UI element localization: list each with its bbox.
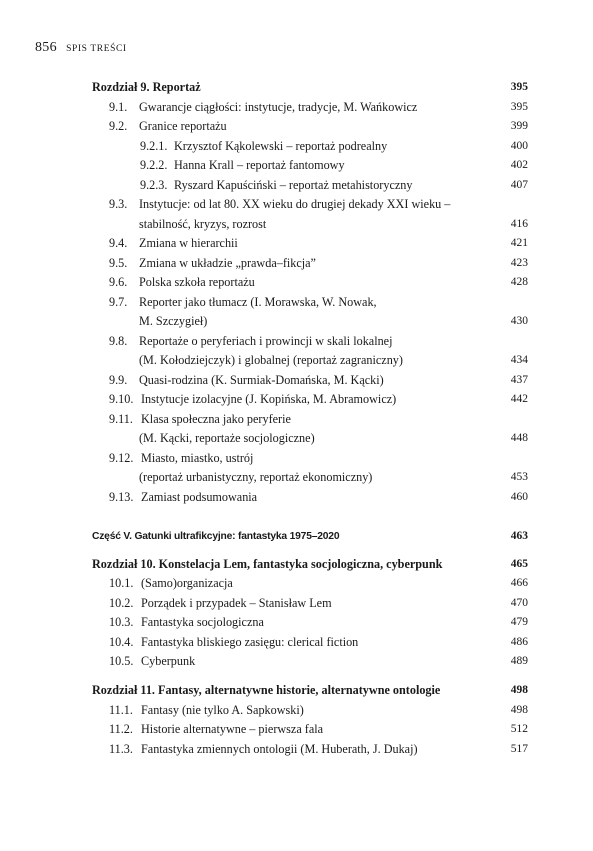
page-ref: 395 <box>510 81 528 93</box>
section-title: Cyberpunk <box>141 654 196 668</box>
section-title-cont: (M. Kołodziejczyk) i globalnej (reportaż zagraniczny) <box>139 353 403 367</box>
section-title: Reportaże o peryferiach i prowincji w skali lokalnej <box>139 334 393 348</box>
toc-entry[interactable] <box>92 254 528 274</box>
page-number: 856 <box>35 40 57 55</box>
running-head <box>35 39 127 57</box>
section-number: 9.2. <box>109 119 128 133</box>
section-number: 9.8. <box>109 334 128 348</box>
toc-entry[interactable] <box>92 332 528 352</box>
toc-chapter-10[interactable] <box>92 555 528 575</box>
section-number: 9.13. <box>109 490 134 504</box>
toc-entry[interactable] <box>92 449 528 469</box>
section-title: Fantastyka bliskiego zasięgu: clerical fiction <box>141 635 359 649</box>
section-title: Polska szkoła reportażu <box>139 275 255 289</box>
toc-entry[interactable] <box>92 273 528 293</box>
toc-entry-continuation[interactable] <box>92 468 528 488</box>
toc-entry[interactable] <box>92 98 528 118</box>
page-ref: 489 <box>510 655 528 667</box>
section-number: 10.4. <box>109 635 134 649</box>
toc-chapter-11[interactable] <box>92 681 528 701</box>
page-ref: 437 <box>510 374 528 386</box>
toc-entry-continuation[interactable] <box>92 215 528 235</box>
toc-entry-continuation[interactable] <box>92 312 528 332</box>
page-ref: 470 <box>510 597 528 609</box>
page-ref: 434 <box>510 354 528 366</box>
section-title: Fantasy (nie tylko A. Sapkowski) <box>141 703 304 717</box>
section-title: Fantastyka socjologiczna <box>141 615 264 629</box>
toc-subentry[interactable] <box>92 137 528 157</box>
section-title: Instytucje izolacyjne (J. Kopińska, M. Abramowicz) <box>141 392 397 406</box>
toc-entry[interactable] <box>92 390 528 410</box>
toc-entry[interactable] <box>92 720 528 740</box>
toc-entry[interactable] <box>92 594 528 614</box>
section-title: Zamiast podsumowania <box>141 490 258 504</box>
section-number: 10.3. <box>109 615 134 629</box>
section-number: 10.5. <box>109 654 134 668</box>
page-ref: 428 <box>510 276 528 288</box>
page-ref: 517 <box>510 743 528 755</box>
section-title: Klasa społeczna jako peryferie <box>141 412 291 426</box>
page-ref: 498 <box>510 684 528 696</box>
section-title: Hanna Krall – reportaż fantomowy <box>174 158 345 172</box>
toc-entry[interactable] <box>92 371 528 391</box>
toc-entry[interactable] <box>92 293 528 313</box>
toc-entry[interactable] <box>92 195 528 215</box>
section-number: 9.7. <box>109 295 128 309</box>
section-number: 11.1. <box>109 703 133 717</box>
section-title-cont: stabilność, kryzys, rozrost <box>139 217 267 231</box>
section-number: 9.9. <box>109 373 128 387</box>
page-ref: 442 <box>510 393 528 405</box>
section-title: Krzysztof Kąkolewski – reportaż podrealny <box>174 139 388 153</box>
section-title-cont: (M. Kącki, reportaże socjologiczne) <box>139 431 315 445</box>
section-title: Ryszard Kapuściński – reportaż metahistoryczny <box>174 178 413 192</box>
page-ref: 423 <box>510 257 528 269</box>
section-title: Historie alternatywne – pierwsza fala <box>141 722 324 736</box>
page-ref: 460 <box>510 491 528 503</box>
section-number: 9.12. <box>109 451 134 465</box>
page-ref: 448 <box>510 432 528 444</box>
section-number: 9.3. <box>109 197 128 211</box>
toc-entry[interactable] <box>92 701 528 721</box>
page-ref: 430 <box>510 315 528 327</box>
section-title: Porządek i przypadek – Stanisław Lem <box>141 596 332 610</box>
section-title-cont: (reportaż urbanistyczny, reportaż ekonomiczny) <box>139 470 373 484</box>
page-ref: 407 <box>510 179 528 191</box>
page-ref: 453 <box>510 471 528 483</box>
part-title: Część V. Gatunki ultrafikcyjne: fantastyka 1975–2020 <box>92 531 340 542</box>
toc-subentry[interactable] <box>92 156 528 176</box>
page-ref: 486 <box>510 636 528 648</box>
section-number: 9.1. <box>109 100 128 114</box>
toc-chapter-9[interactable] <box>92 78 528 98</box>
section-title: SPIS TREŚCI <box>66 44 127 54</box>
section-number: 9.10. <box>109 392 134 406</box>
toc-entry[interactable] <box>92 117 528 137</box>
section-number: 9.11. <box>109 412 133 426</box>
toc-entry[interactable] <box>92 740 528 760</box>
section-number: 9.5. <box>109 256 128 270</box>
section-number: 9.2.1. <box>140 139 168 153</box>
section-number: 11.3. <box>109 742 133 756</box>
section-title: Zmiana w hierarchii <box>139 236 238 250</box>
section-title: Fantastyka zmiennych ontologii (M. Huberath, J. Dukaj) <box>141 742 418 756</box>
page-ref: 421 <box>510 237 528 249</box>
page-ref: 402 <box>510 159 528 171</box>
section-title: Zmiana w układzie „prawda–fikcja” <box>139 256 316 270</box>
section-number: 10.1. <box>109 576 134 590</box>
section-title: Gwarancje ciągłości: instytucje, tradycje, M. Wańkowicz <box>139 100 418 114</box>
section-title: Miasto, miastko, ustrój <box>141 451 254 465</box>
section-title: Reporter jako tłumacz (I. Morawska, W. Nowak, <box>139 295 377 309</box>
toc-entry[interactable] <box>92 488 528 508</box>
toc-subentry[interactable] <box>92 176 528 196</box>
toc-entry[interactable] <box>92 633 528 653</box>
page-ref: 395 <box>510 101 528 113</box>
toc-entry-continuation[interactable] <box>92 429 528 449</box>
toc-entry[interactable] <box>92 234 528 254</box>
page-ref: 512 <box>510 723 528 735</box>
page-ref: 416 <box>510 218 528 230</box>
toc-part-5[interactable] <box>92 527 528 547</box>
section-title: Instytucje: od lat 80. XX wieku do drugiej dekady XXI wieku – <box>139 197 451 211</box>
chapter-title: Rozdział 9. Reportaż <box>92 80 201 94</box>
page-ref: 498 <box>510 704 528 716</box>
section-number: 9.2.3. <box>140 178 168 192</box>
section-title: (Samo)organizacja <box>141 576 233 590</box>
page-ref: 463 <box>510 530 528 542</box>
page-ref: 399 <box>510 120 528 132</box>
section-number: 10.2. <box>109 596 134 610</box>
toc-entry[interactable] <box>92 652 528 672</box>
section-number: 11.2. <box>109 722 133 736</box>
toc-entry-continuation[interactable] <box>92 351 528 371</box>
section-title: Granice reportażu <box>139 119 227 133</box>
page-ref: 465 <box>510 558 528 570</box>
section-number: 9.4. <box>109 236 128 250</box>
section-title-cont: M. Szczygieł) <box>139 314 208 328</box>
chapter-title: Rozdział 10. Konstelacja Lem, fantastyka socjologiczna, cyberpunk <box>92 557 443 571</box>
toc-entry[interactable] <box>92 574 528 594</box>
page-ref: 466 <box>510 577 528 589</box>
page-ref: 400 <box>510 140 528 152</box>
toc-entry[interactable] <box>92 410 528 430</box>
section-number: 9.2.2. <box>140 158 168 172</box>
chapter-title: Rozdział 11. Fantasy, alternatywne historie, alternatywne ontologie <box>92 683 441 697</box>
section-number: 9.6. <box>109 275 128 289</box>
page-ref: 479 <box>510 616 528 628</box>
section-title: Quasi-rodzina (K. Surmiak-Domańska, M. Kącki) <box>139 373 384 387</box>
toc-entry[interactable] <box>92 613 528 633</box>
